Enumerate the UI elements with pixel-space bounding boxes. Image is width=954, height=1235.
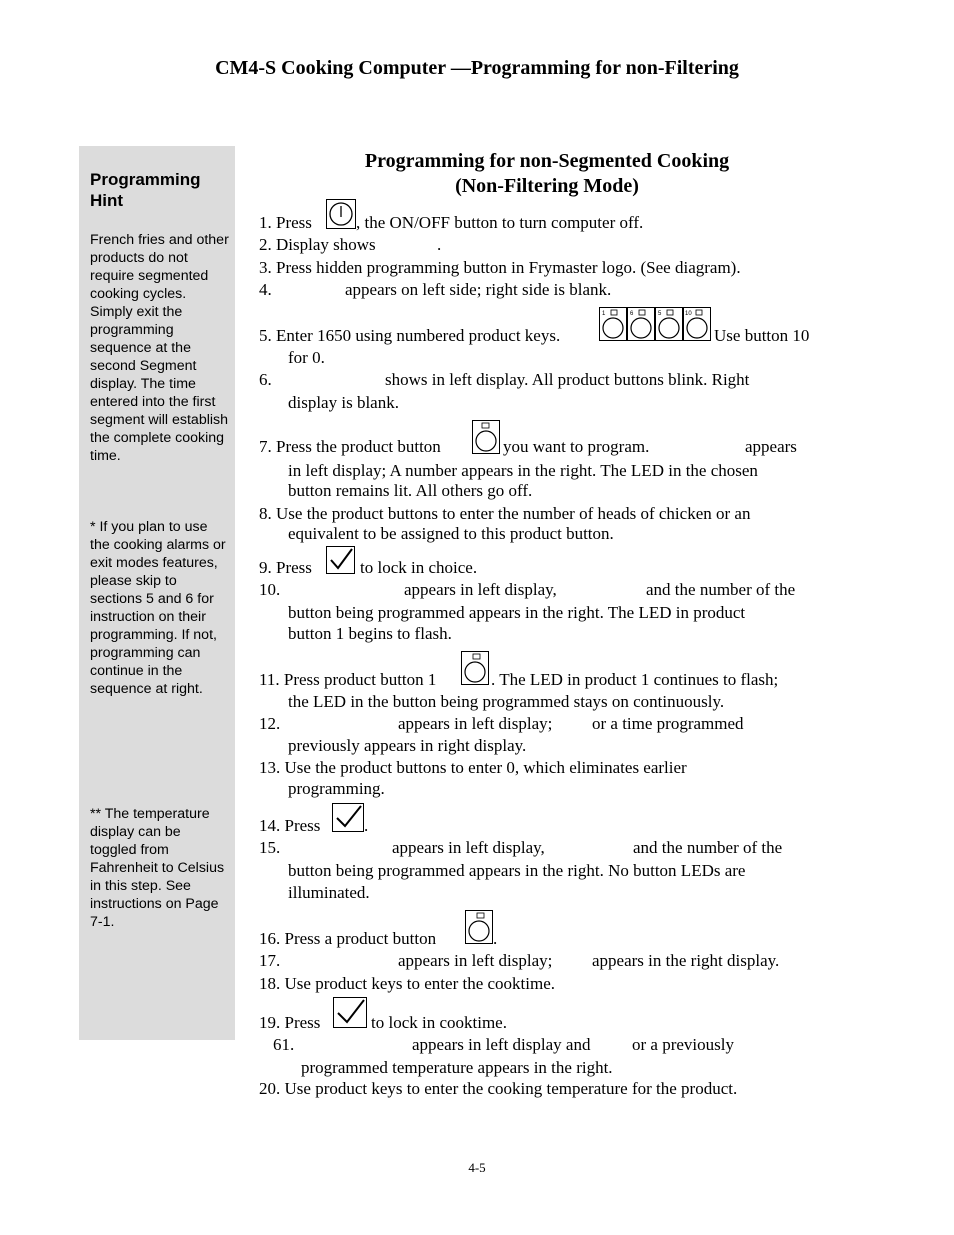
check-button-icon	[332, 803, 364, 832]
step-15-wrap-1: button being programmed appears in the right. No button LEDs are	[288, 861, 746, 880]
step-13-wrap: programming.	[288, 779, 385, 798]
key-6-label: 6	[630, 311, 634, 317]
page-title: CM4-S Cooking Computer —Programming for non-Filtering	[215, 57, 739, 79]
step-17-continued: appears in the right display.	[592, 951, 780, 970]
step-5-text: 5. Enter 1650 using numbered product keys.	[259, 326, 561, 345]
step-17-number: 17.	[259, 951, 281, 970]
step-17-text: appears in left display;	[398, 951, 553, 970]
hint-paragraph-3: ** The temperature display can be toggled from Fahrenheit to Celsius in this step. See instructions on Page 7-1.	[90, 806, 225, 930]
section-title-line-1: Programming for non-Segmented Cooking	[364, 150, 730, 172]
step-12-continued: or a time programmed	[592, 714, 744, 733]
step-7-text: 7. Press the product button	[259, 437, 441, 456]
hint-title: Programming Hint	[90, 170, 201, 210]
step-16-period: .	[493, 929, 498, 948]
step-16-text: 16. Press a product button	[259, 929, 437, 948]
step-7-appears: appears	[745, 437, 797, 456]
step-10-wrap-2: button 1 begins to flash.	[288, 624, 452, 643]
key-5-label: 5	[658, 311, 662, 317]
product-button-1-icon	[461, 651, 489, 685]
step-11-continued: . The LED in product 1 continues to flash;	[491, 670, 779, 689]
step-6-text: shows in left display. All product buttons blink. Right	[385, 370, 750, 389]
step-5-wrap: for 0.	[288, 348, 325, 367]
step-10-wrap-1: button being programmed appears in the right. The LED in product	[288, 603, 746, 622]
hint-paragraph-1: French fries and other products do not require segmented cooking cycles. Simply exit the programming sequence at the second Segment display. The time entered into the first segment will establish the complete cooking time.	[90, 232, 229, 464]
hint-paragraph-2: * If you plan to use the cooking alarms or exit modes features, please skip to sections 5 and 6 for instruction on their programming. If not, programming can continue in the sequence at right.	[90, 519, 226, 697]
section-title-line-2: (Non-Filtering Mode)	[455, 175, 639, 197]
step-14-text: 14. Press	[259, 816, 321, 835]
step-4-number: 4.	[259, 280, 272, 299]
step-12-text: appears in left display;	[398, 714, 553, 733]
step-19-continued: to lock in cooktime.	[371, 1013, 507, 1032]
section-title	[300, 149, 794, 199]
step-7-wrap-2: button remains lit. All others go off.	[288, 481, 533, 500]
step-7-wrap-1: in left display; A number appears in the right. The LED in the chosen	[288, 461, 758, 480]
step-4-text: appears on left side; right side is blank.	[345, 280, 612, 299]
step-18-text: 18. Use product keys to enter the cooktime.	[259, 974, 556, 993]
step-3-text: 3. Press hidden programming button in Frymaster logo. (See diagram).	[259, 258, 741, 277]
step-6-number: 6.	[259, 370, 272, 389]
step-7-continued: you want to program.	[503, 437, 650, 456]
step-15-number: 15.	[259, 838, 281, 857]
step-11-wrap: the LED in the button being programmed stays on continuously.	[288, 692, 725, 711]
step-1-text: 1. Press	[259, 213, 312, 232]
step-1-continued: , the ON/OFF button to turn computer off.	[356, 213, 644, 232]
product-button-icon	[472, 420, 500, 454]
step-19-text: 19. Press	[259, 1013, 321, 1032]
step-6-wrap: display is blank.	[288, 393, 399, 412]
product-button-icon	[465, 910, 493, 944]
key-10-label: 10	[685, 311, 692, 317]
step-9-text: 9. Press	[259, 558, 312, 577]
step-15-continued: and the number of the	[633, 838, 783, 857]
step-15-wrap-2: illuminated.	[288, 883, 370, 902]
step-11-text: 11. Press product button 1	[259, 670, 437, 689]
check-button-icon	[326, 546, 355, 574]
check-button-icon	[333, 997, 367, 1028]
step-9-continued: to lock in choice.	[360, 558, 478, 577]
step-61-number: 61.	[273, 1035, 295, 1054]
programming-hint-sidebar	[79, 146, 235, 1040]
step-61-wrap: programmed temperature appears in the right.	[301, 1058, 613, 1077]
step-10-text: appears in left display,	[404, 580, 557, 599]
step-8-wrap: equivalent to be assigned to this product button.	[288, 524, 614, 543]
step-12-number: 12.	[259, 714, 281, 733]
page-number: 4-5	[468, 1160, 486, 1175]
on-off-button-icon	[326, 199, 356, 229]
key-1-label: 1	[602, 311, 606, 317]
step-2-text: 2. Display shows	[259, 235, 376, 254]
step-61-continued: or a previously	[632, 1035, 734, 1054]
step-8-text: 8. Use the product buttons to enter the number of heads of chicken or an	[259, 504, 751, 523]
step-10-continued: and the number of the	[646, 580, 796, 599]
product-keys-1-6-5-10	[599, 307, 711, 347]
step-61-text: appears in left display and	[412, 1035, 591, 1054]
step-13-text: 13. Use the product buttons to enter 0, which eliminates earlier	[259, 758, 687, 777]
step-20-text: 20. Use product keys to enter the cooking temperature for the product.	[259, 1079, 738, 1098]
step-12-wrap: previously appears in right display.	[288, 736, 527, 755]
step-14-period: .	[364, 816, 369, 835]
step-15-text: appears in left display,	[392, 838, 545, 857]
step-2-period: .	[437, 235, 442, 254]
step-10-number: 10.	[259, 580, 281, 599]
step-5-continued: Use button 10	[714, 326, 810, 345]
product-keys-icon	[599, 307, 711, 342]
